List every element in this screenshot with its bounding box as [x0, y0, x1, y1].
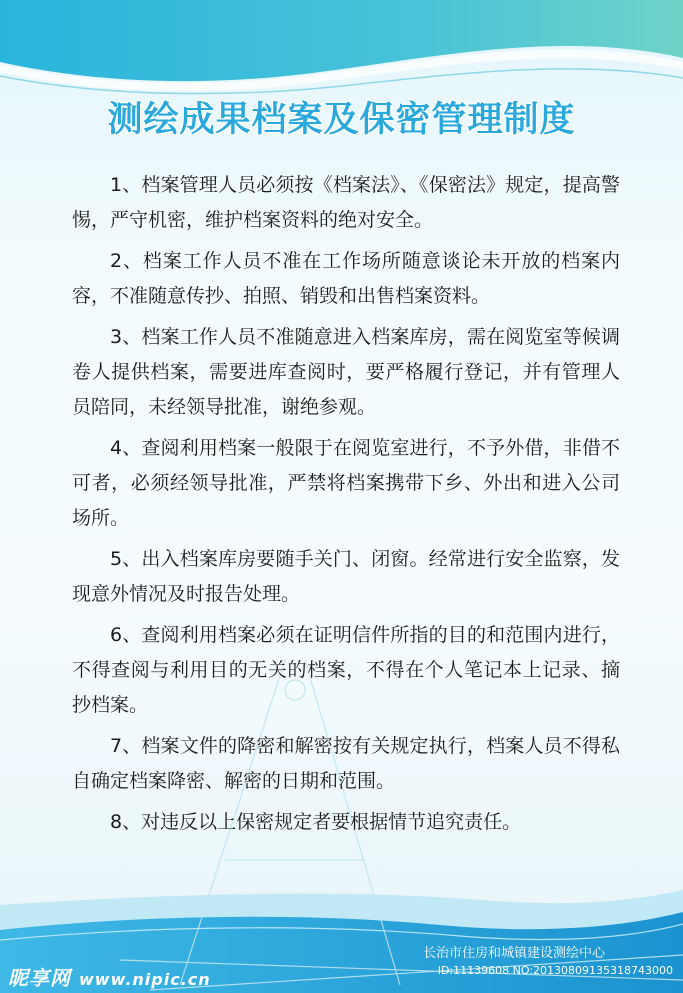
rule-item: 2、档案工作人员不准在工作场所随意谈论未开放的档案内容，不准随意传抄、拍照、销毁和出售档案资料。	[72, 250, 620, 307]
rule-item: 7、档案文件的降密和解密按有关规定执行，档案人员不得私自确定档案降密、解密的日期和范围。	[72, 735, 620, 792]
site-url: www.nipic.cn	[79, 970, 211, 989]
page-title: 测绘成果档案及保密管理制度	[107, 99, 576, 140]
footer-org: 长治市住房和城镇建设测绘中心	[422, 946, 605, 961]
rule-item: 8、对违反以上保密规定者要根据情节追究责任。	[110, 811, 522, 833]
rule-item: 4、查阅利用档案一般限于在阅览室进行，不予外借，非借不可者，必须经领导批准，严禁将档案携带下乡、外出和进入公司场所。	[72, 437, 620, 529]
rule-item: 5、出入档案库房要随手关门、闭窗。经常进行安全监察，发现意外情况及时报告处理。	[72, 548, 620, 605]
rule-item: 1、档案管理人员必须按《档案法》、《保密法》规定，提高警惕，严守机密，维护档案资料的绝对安全。	[72, 174, 620, 231]
rule-item: 6、查阅利用档案必须在证明信件所指的目的和范围内进行，不得查阅与利用目的无关的档案，不得在个人笔记本上记录、摘抄档案。	[72, 624, 620, 716]
site-watermark	[8, 962, 211, 991]
rules-list	[72, 168, 620, 846]
rule-item: 3、档案工作人员不准随意进入档案库房，需在阅览室等候调卷人提供档案，需要进库查阅时，要严格履行登记，并有管理人员陪同，未经领导批准，谢绝参观。	[72, 326, 620, 418]
image-id-watermark: ID:11139608 NO:20130809135318743000	[437, 964, 673, 977]
site-name: 昵享网	[8, 966, 71, 990]
